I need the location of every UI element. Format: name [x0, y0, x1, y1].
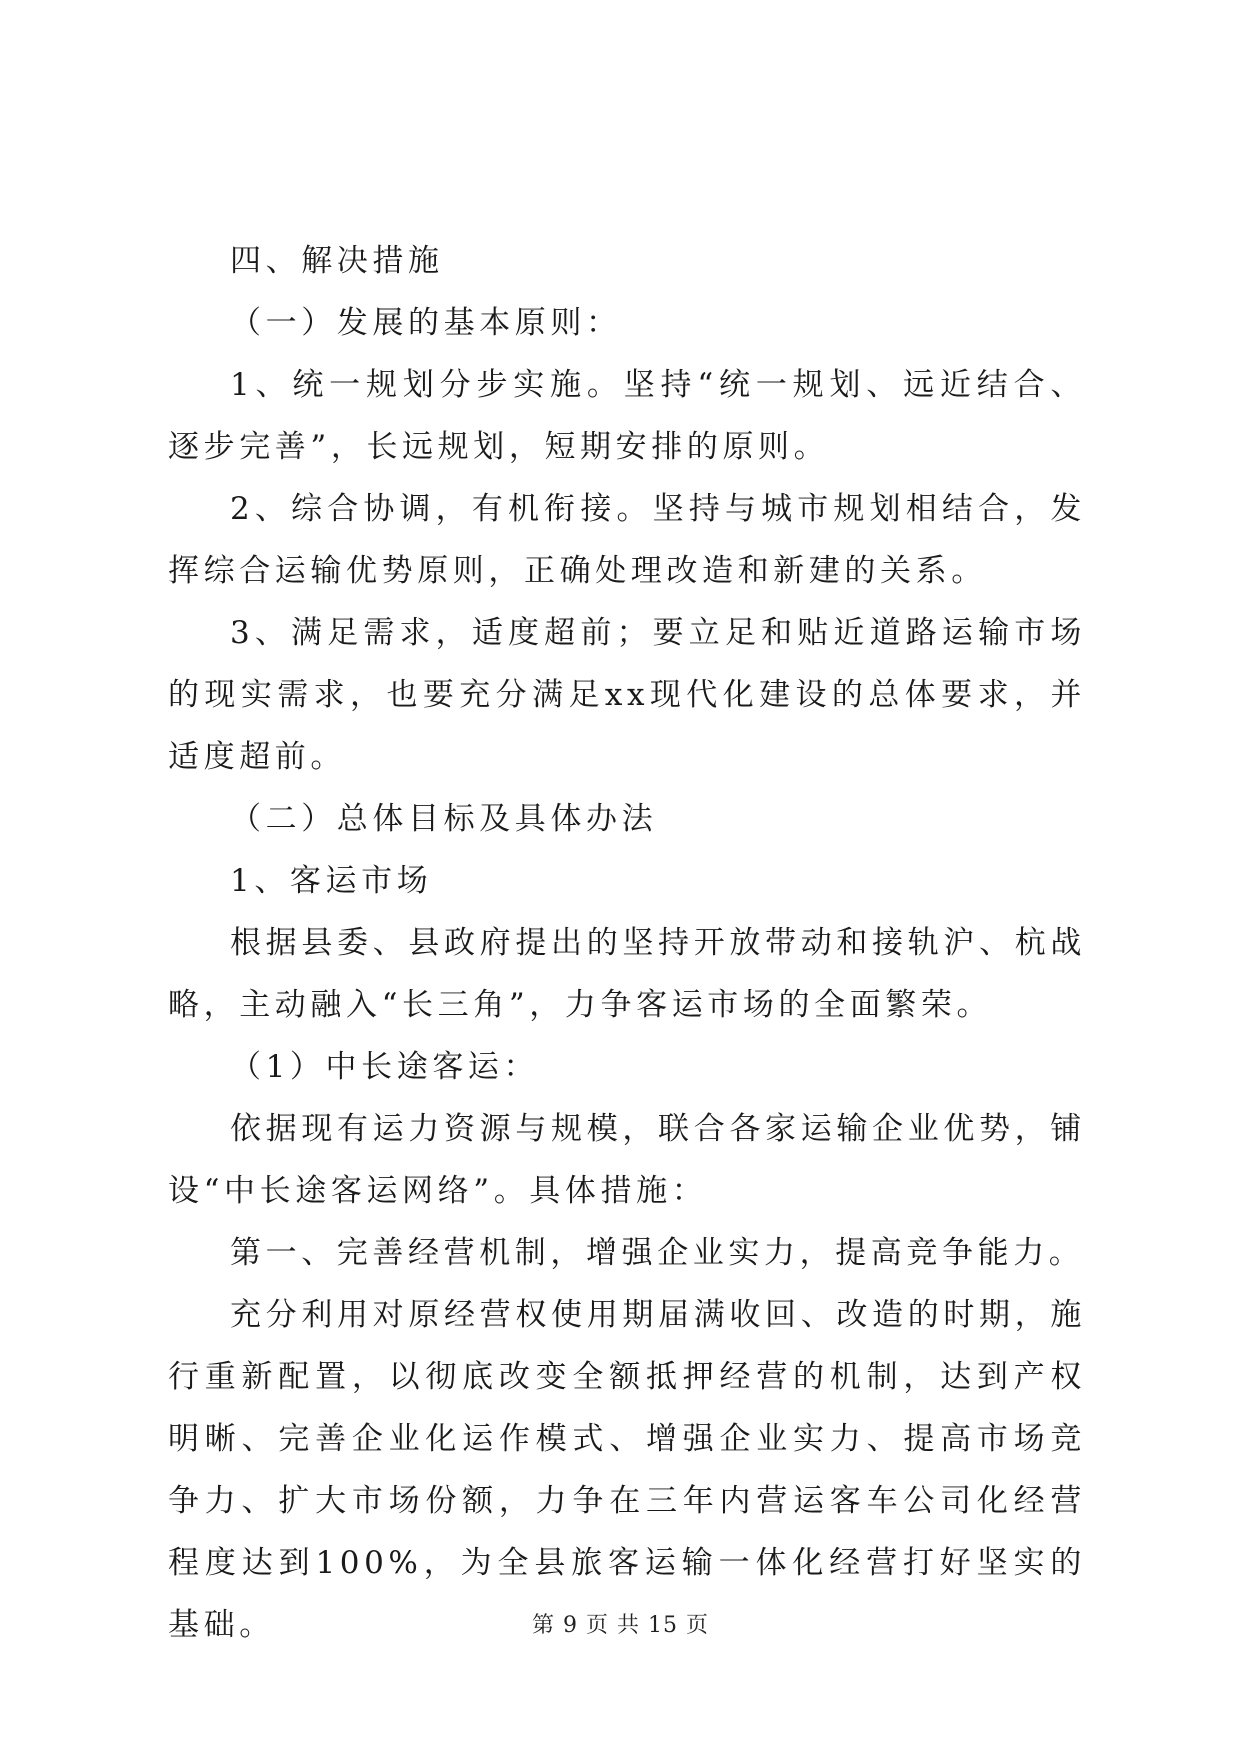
paragraph: 第一、完善经营机制，增强企业实力，提高竞争能力。 [230, 1235, 1085, 1271]
page-footer: 第 9 页 共 15 页 [532, 1613, 709, 1638]
paragraph: 依据现有运力资源与规模，联合各家运输企业优势，铺设“中长途客运网络”。具体措施： [168, 1111, 1086, 1209]
paragraph: 1、统一规划分步实施。坚持“统一规划、远近结合、逐步完善”，长远规划，短期安排的原则。 [168, 367, 1086, 465]
document-body [168, 230, 1086, 1656]
subsection-heading: （一）发展的基本原则： [230, 305, 622, 341]
paragraph: 充分利用对原经营权使用期届满收回、改造的时期，施行重新配置，以彻底改变全额抵押经营的机制，达到产权明晰、完善企业化运作模式、增强企业实力、提高市场竞争力、扩大市场份额，力争在三年内营运客车公司化经营程度达到100%，为全县旅客运输一体化经营打好坚实的基础。 [168, 1297, 1086, 1643]
subsection-heading: （二）总体目标及具体办法 [230, 801, 658, 837]
paragraph: 2、综合协调，有机衔接。坚持与城市规划相结合，发挥综合运输优势原则，正确处理改造和新建的关系。 [168, 491, 1086, 589]
section-heading: 四、解决措施 [230, 243, 444, 279]
item-heading: 1、客运市场 [230, 863, 433, 899]
paragraph: 3、满足需求，适度超前；要立足和贴近道路运输市场的现实需求，也要充分满足xx现代化建设的总体要求，并适度超前。 [168, 615, 1086, 775]
paragraph: 根据县委、县政府提出的坚持开放带动和接轨沪、杭战略，主动融入“长三角”，力争客运市场的全面繁荣。 [168, 925, 1086, 1023]
item-heading: （1）中长途客运： [230, 1049, 540, 1085]
